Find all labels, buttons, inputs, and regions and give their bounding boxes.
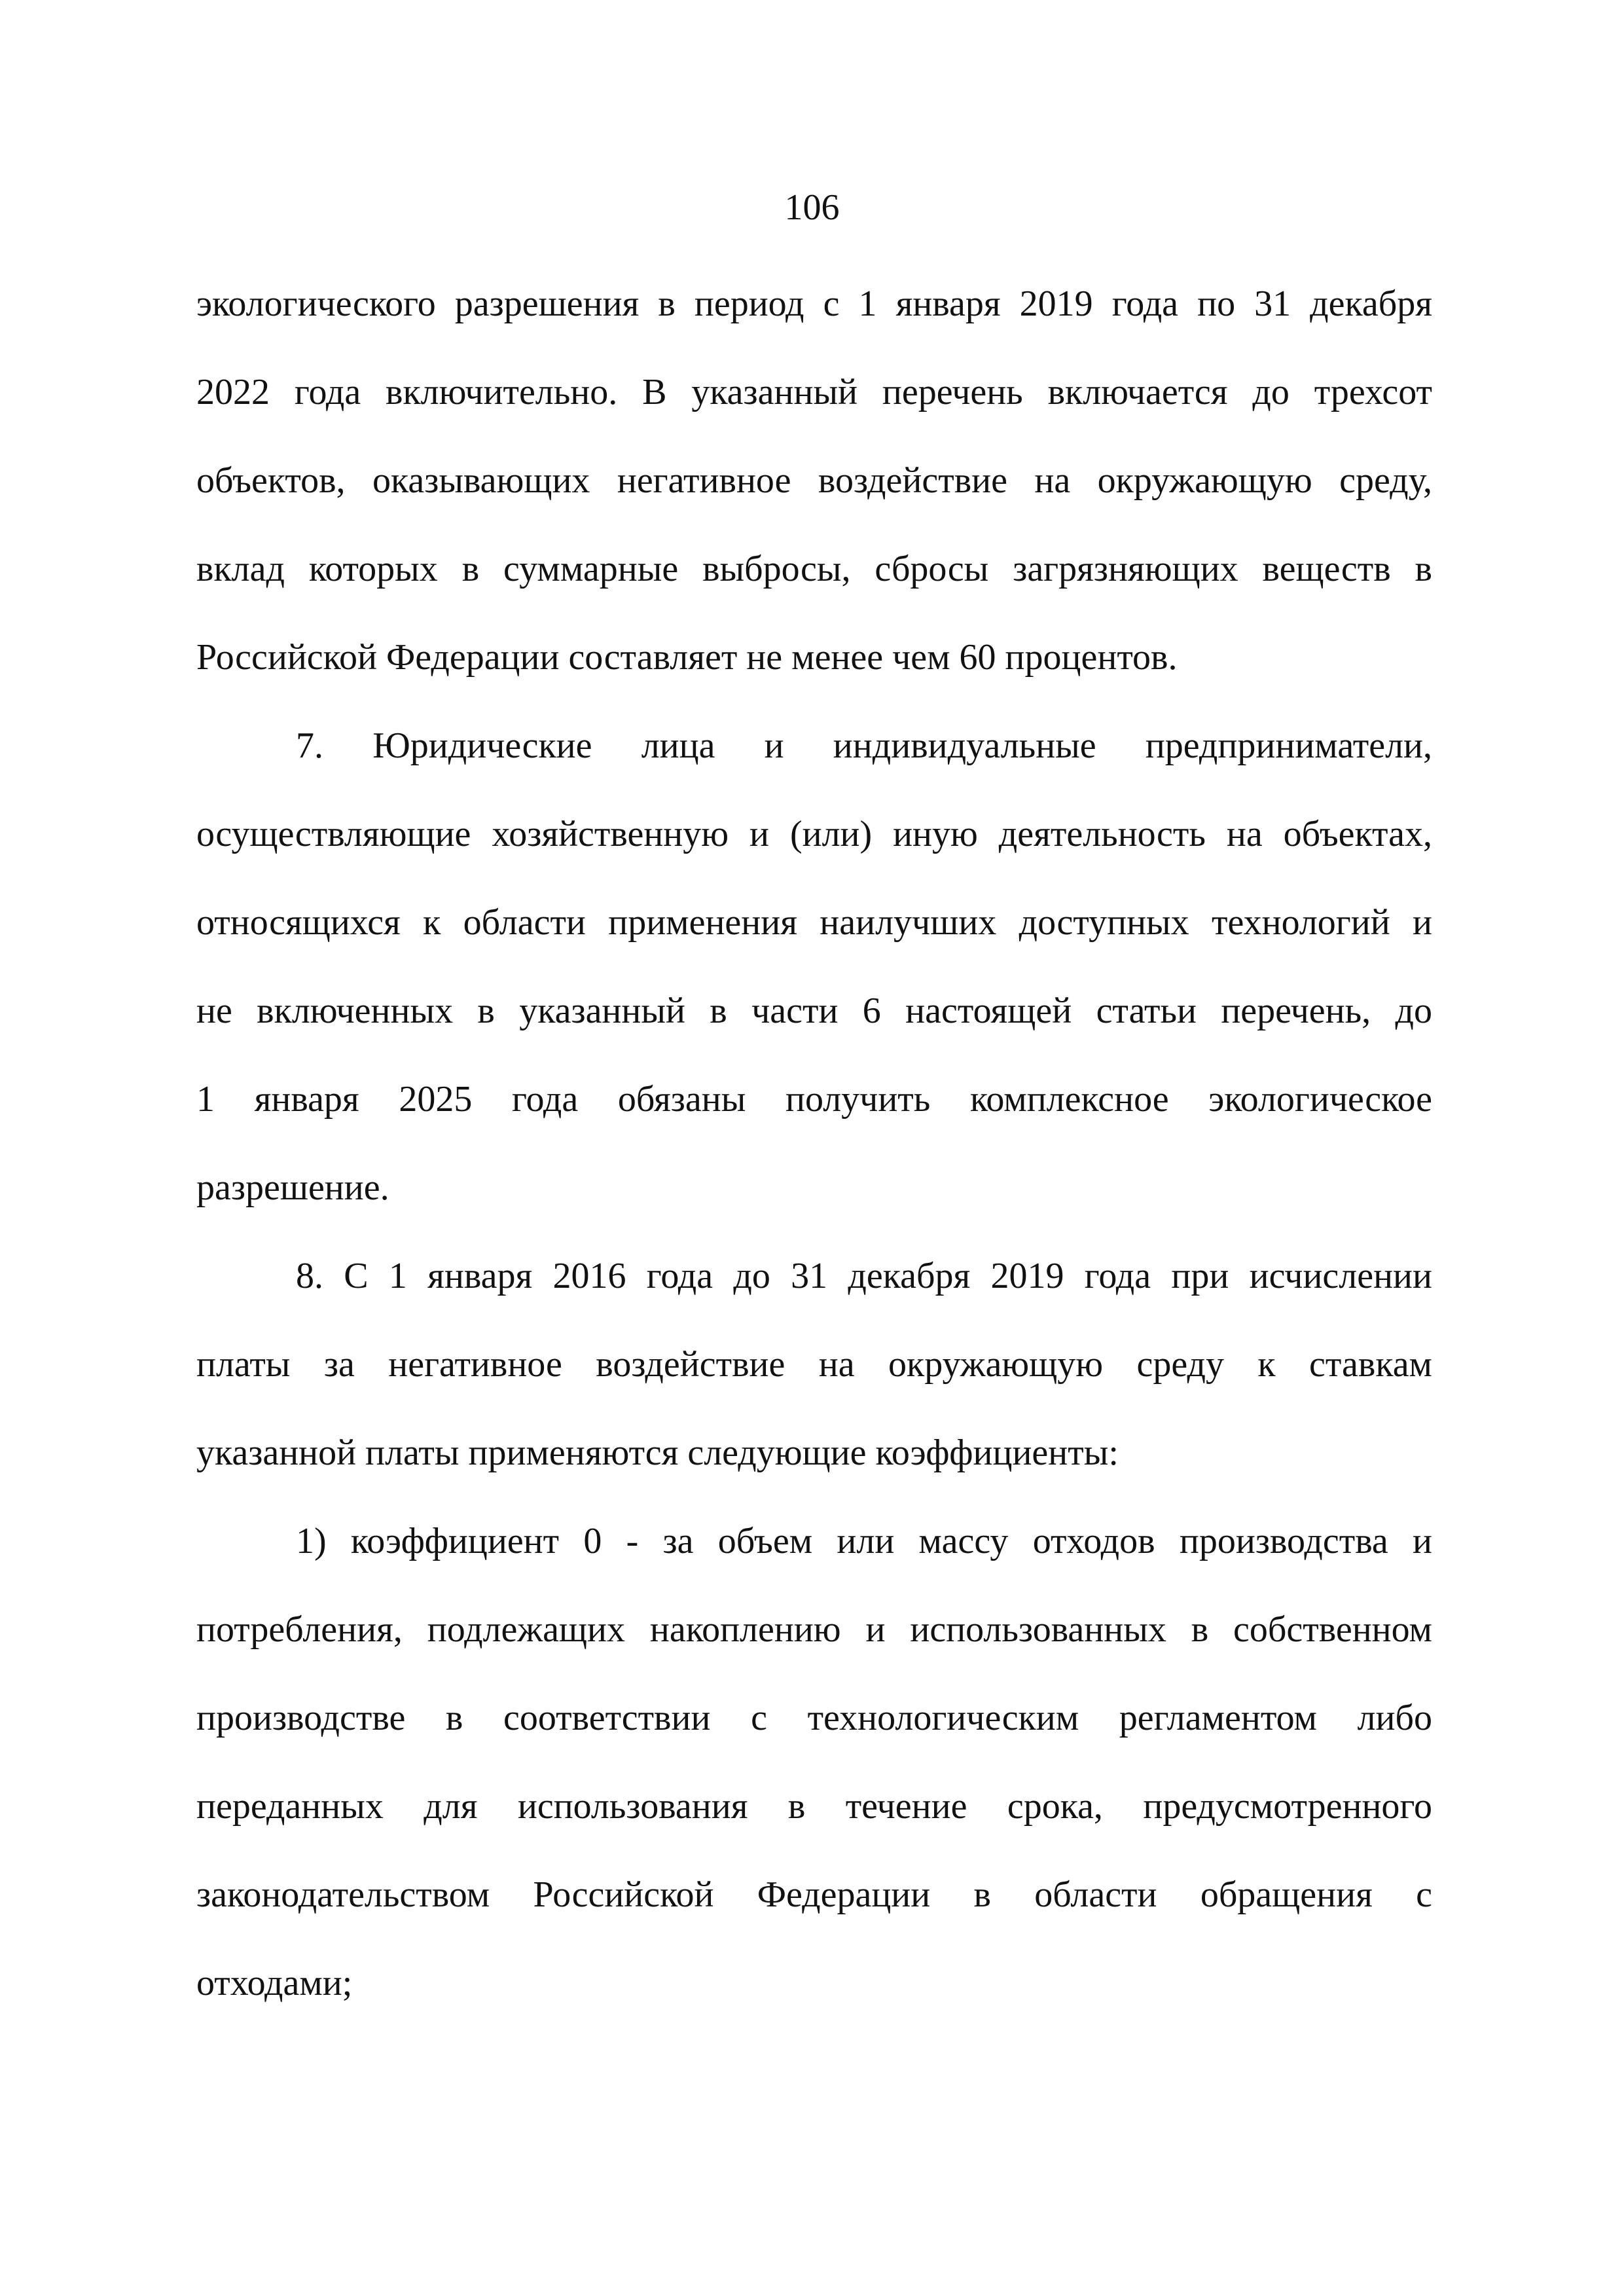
text-line: не включенных в указанный в части 6 настоящей статьи перечень, до	[196, 991, 1432, 1031]
paragraph-7-first-line: 7. Юридические лица и индивидуальные предприниматели,	[296, 725, 1432, 766]
text-line: относящихся к области применения наилучших доступных технологий и	[196, 902, 1432, 943]
text-line: Российской Федерации составляет не менее чем 60 процентов.	[196, 637, 1178, 678]
text-line: переданных для использования в течение срока, предусмотренного	[196, 1786, 1432, 1827]
text-line: 1 января 2025 года обязаны получить комплексное экологическое	[196, 1079, 1432, 1120]
text-line: потребления, подлежащих накоплению и использованных в собственном	[196, 1609, 1432, 1650]
document-body	[196, 270, 1432, 2037]
text-line: осуществляющие хозяйственную и (или) иную деятельность на объектах,	[196, 814, 1432, 854]
text-line: производстве в соответствии с технологическим регламентом либо	[196, 1698, 1432, 1738]
text-line: вклад которых в суммарные выбросы, сбросы загрязняющих веществ в	[196, 549, 1432, 589]
text-line: объектов, оказывающих негативное воздействие на окружающую среду,	[196, 460, 1432, 501]
paragraph-8-first-line: 8. С 1 января 2016 года до 31 декабря 2019 года при исчислении	[296, 1256, 1432, 1296]
list-item-1-first-line: 1) коэффициент 0 - за объем или массу отходов производства и	[296, 1521, 1432, 1561]
page-number: 106	[784, 187, 840, 228]
text-line: отходами;	[196, 1963, 353, 2003]
text-line: указанной платы применяются следующие коэффициенты:	[196, 1432, 1119, 1473]
text-line: разрешение.	[196, 1167, 389, 1208]
text-line: платы за негативное воздействие на окружающую среду к ставкам	[196, 1344, 1432, 1385]
text-line: законодательством Российской Федерации в области обращения с	[196, 1874, 1432, 1915]
text-line: 2022 года включительно. В указанный перечень включается до трехсот	[196, 372, 1432, 412]
text-line: экологического разрешения в период с 1 января 2019 года по 31 декабря	[196, 283, 1432, 324]
